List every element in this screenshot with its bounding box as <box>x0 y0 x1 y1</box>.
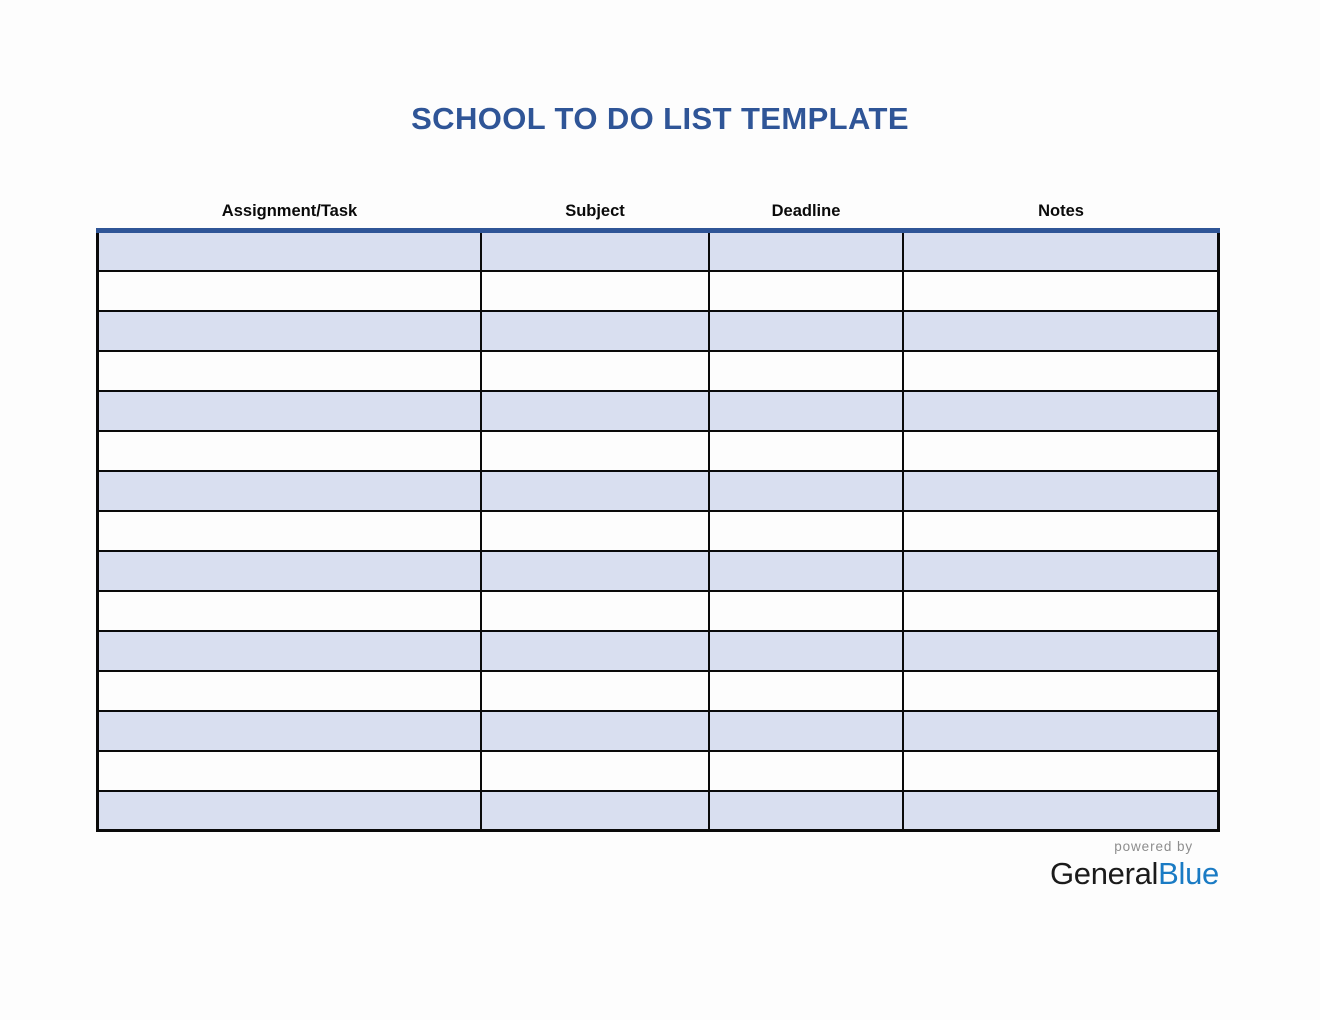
cell-subject[interactable] <box>481 711 709 751</box>
cell-assignment-task[interactable] <box>98 271 481 311</box>
page-title: SCHOOL TO DO LIST TEMPLATE <box>411 101 909 136</box>
cell-assignment-task[interactable] <box>98 391 481 431</box>
cell-assignment-task[interactable] <box>98 631 481 671</box>
cell-assignment-task[interactable] <box>98 231 481 271</box>
table-row <box>98 351 1219 391</box>
cell-notes[interactable] <box>903 511 1219 551</box>
todo-table-container <box>96 228 1221 832</box>
cell-deadline[interactable] <box>709 551 903 591</box>
table-row <box>98 551 1219 591</box>
cell-assignment-task[interactable] <box>98 351 481 391</box>
cell-deadline[interactable] <box>709 431 903 471</box>
cell-notes[interactable] <box>903 791 1219 831</box>
cell-assignment-task[interactable] <box>98 551 481 591</box>
cell-assignment-task[interactable] <box>98 431 481 471</box>
cell-subject[interactable] <box>481 391 709 431</box>
cell-deadline[interactable] <box>709 711 903 751</box>
table-row <box>98 711 1219 751</box>
cell-notes[interactable] <box>903 711 1219 751</box>
cell-subject[interactable] <box>481 351 709 391</box>
table-row <box>98 791 1219 831</box>
cell-notes[interactable] <box>903 351 1219 391</box>
cell-deadline[interactable] <box>709 671 903 711</box>
cell-deadline[interactable] <box>709 271 903 311</box>
cell-assignment-task[interactable] <box>98 671 481 711</box>
cell-subject[interactable] <box>481 751 709 791</box>
cell-notes[interactable] <box>903 671 1219 711</box>
cell-notes[interactable] <box>903 391 1219 431</box>
wordmark-blue: Blue <box>1158 855 1219 891</box>
table-row <box>98 631 1219 671</box>
cell-notes[interactable] <box>903 231 1219 271</box>
cell-subject[interactable] <box>481 551 709 591</box>
cell-assignment-task[interactable] <box>98 711 481 751</box>
todo-table <box>96 228 1220 832</box>
cell-subject[interactable] <box>481 791 709 831</box>
cell-subject[interactable] <box>481 671 709 711</box>
cell-deadline[interactable] <box>709 391 903 431</box>
table-row <box>98 391 1219 431</box>
table-row <box>98 591 1219 631</box>
table-row <box>98 311 1219 351</box>
cell-assignment-task[interactable] <box>98 471 481 511</box>
cell-subject[interactable] <box>481 271 709 311</box>
cell-assignment-task[interactable] <box>98 311 481 351</box>
cell-notes[interactable] <box>903 311 1219 351</box>
cell-deadline[interactable] <box>709 351 903 391</box>
cell-subject[interactable] <box>481 231 709 271</box>
cell-subject[interactable] <box>481 311 709 351</box>
general-blue-wordmark <box>0 855 1219 891</box>
cell-subject[interactable] <box>481 471 709 511</box>
todo-table-body <box>98 231 1219 831</box>
cell-assignment-task[interactable] <box>98 511 481 551</box>
cell-assignment-task[interactable] <box>98 591 481 631</box>
powered-by-label: powered by <box>1114 839 1193 854</box>
cell-deadline[interactable] <box>709 311 903 351</box>
cell-deadline[interactable] <box>709 791 903 831</box>
cell-subject[interactable] <box>481 511 709 551</box>
wordmark-general: General <box>1049 855 1159 891</box>
cell-deadline[interactable] <box>709 511 903 551</box>
cell-deadline[interactable] <box>709 471 903 511</box>
cell-subject[interactable] <box>481 591 709 631</box>
cell-notes[interactable] <box>903 431 1219 471</box>
column-header-notes: Notes <box>1038 202 1084 220</box>
table-column-headers <box>98 201 1219 227</box>
column-header-deadline: Deadline <box>771 202 841 220</box>
column-header-assignment-task: Assignment/Task <box>221 202 358 220</box>
column-header-subject: Subject <box>565 202 625 220</box>
table-row <box>98 431 1219 471</box>
cell-notes[interactable] <box>903 471 1219 511</box>
cell-deadline[interactable] <box>709 631 903 671</box>
cell-subject[interactable] <box>481 431 709 471</box>
table-row <box>98 271 1219 311</box>
cell-deadline[interactable] <box>709 751 903 791</box>
cell-subject[interactable] <box>481 631 709 671</box>
cell-notes[interactable] <box>903 271 1219 311</box>
cell-notes[interactable] <box>903 751 1219 791</box>
cell-deadline[interactable] <box>709 231 903 271</box>
brand-logo <box>0 840 1219 889</box>
table-row <box>98 231 1219 271</box>
cell-notes[interactable] <box>903 631 1219 671</box>
cell-notes[interactable] <box>903 591 1219 631</box>
cell-notes[interactable] <box>903 551 1219 591</box>
table-row <box>98 511 1219 551</box>
cell-deadline[interactable] <box>709 591 903 631</box>
cell-assignment-task[interactable] <box>98 751 481 791</box>
table-row <box>98 671 1219 711</box>
table-row <box>98 751 1219 791</box>
cell-assignment-task[interactable] <box>98 791 481 831</box>
table-row <box>98 471 1219 511</box>
